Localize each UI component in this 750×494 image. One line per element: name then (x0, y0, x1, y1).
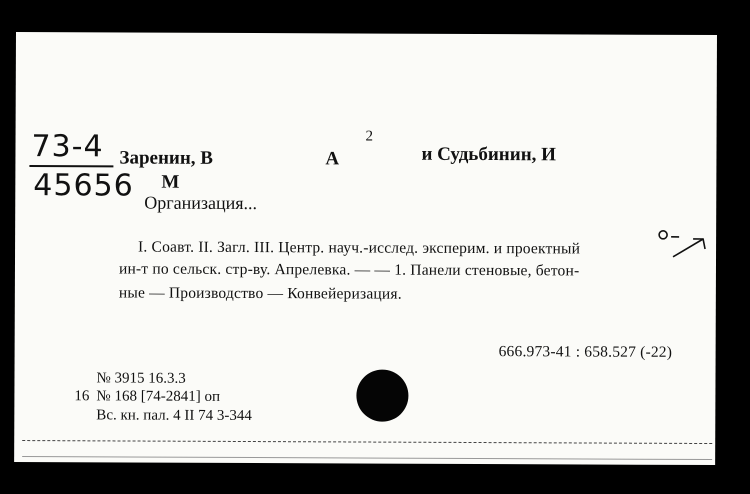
classification-code: 666.973-41 : 658.527 (-22) (498, 343, 673, 361)
call-number-underline (29, 165, 113, 167)
accession-number: 45656 (33, 168, 134, 204)
subject-line-2: ин-т по сельск. стр-ву. Апрелевка. — — 1. Панели стеновые, бетон- (118, 260, 580, 280)
footer-prefix: 16 (74, 388, 90, 405)
footer-line-3: Вс. кн. пал. 4 II 74 3-344 (96, 407, 252, 425)
subject-line-3: ные — Производство — Конвейеризация. (118, 284, 402, 303)
card-title: Организация... (144, 192, 258, 214)
bottom-rule (22, 440, 712, 444)
mark-a: А (325, 148, 340, 170)
mark-superscript: 2 (365, 128, 374, 145)
call-number: 73-4 (31, 129, 104, 165)
handwritten-arrow-mark (655, 227, 715, 277)
author-primary: Заренин, В (119, 147, 214, 169)
catalog-card (14, 32, 717, 465)
punch-hole (356, 369, 408, 421)
author-secondary: и Судьбинин, И (421, 143, 556, 166)
footer-line-2: № 168 [74-2841] оп (96, 388, 221, 405)
mark-m: М (161, 171, 180, 193)
bottom-rule-2 (22, 456, 712, 460)
footer-line-1: № 3915 16.3.3 (96, 370, 186, 387)
subject-line-1: I. Соавт. II. Загл. III. Центр. науч.-исслед. эксперим. и проектный (138, 238, 581, 258)
